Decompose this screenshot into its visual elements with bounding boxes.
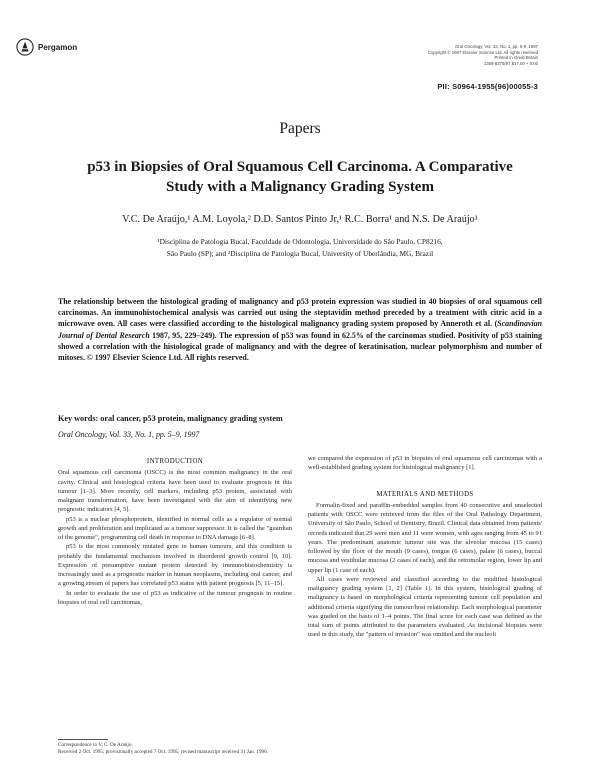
body-paragraph: p53 is the most commonly mutated gene in human tumours, and this condition is probably the fundamental mechanism involved in disordered growth control [9, 10]. Expression of presumptive mutant protein detected by immunohistochemistry is increasingly used as a prognostic marker in human neoplasms, including oral cancer, and a growing stream of papers has correlated p53 status with patient prognosis [5, 11–15]. xyxy=(58,543,292,588)
body-paragraph: Oral squamous cell carcinoma (OSCC) is the most common malignancy in the oral cavity. Clinical and histological criteria have been used to evaluate prognosis in this tumour [1–3]. More recently, cell markers, including p53 protein, associated with malignant transformation, have been investigated with the aim of identifying new prognostic indicators [4, 5]. xyxy=(58,469,292,514)
author-list: V.C. De Araújo,¹ A.M. Loyola,² D.D. Santos Pinto Jr,¹ R.C. Borra¹ and N.S. De Araújo¹ xyxy=(122,214,478,225)
affiliations xyxy=(60,236,540,259)
pubinfo-line: 1368-8375/97 $17.00 + 0.00 xyxy=(483,60,538,66)
body-paragraph: In order to evaluate the use of p53 as indicative of the tumour prognosis in routine biopsies of oral cell carcinomas, xyxy=(58,589,292,606)
publisher-logo xyxy=(16,38,77,56)
affiliation-line: São Paulo (SP); and ²Disciplina de Patologia Bucal, University of Uberlândia, MG, Brazil xyxy=(166,248,434,258)
body-paragraph: Formalin-fixed and paraffin-embedded samples from 40 consecutive and unselected patients with OSCC were retrieved from the files of the Oral Pathology Department, University of São Paulo, School of Dentistry, Brazil. Clinical data obtained from patients' records indicated that 29 were men and 11 were women, with ages ranging from 45 to 91 years. The predominant anatomic tumour site was the alveolar mucosa (15 cases) followed by the floor of the mouth (9 cases), tongue (6 cases), palate (6 cases), buccal mucosa and vestibular mucosa (2 cases of each), and the retromolar region, lower lip and upper lip (1 case of each). xyxy=(308,501,542,574)
abstract-journal-ref: Scandinavian Journal of Dental Research xyxy=(58,319,542,340)
abstract-text: 1987, 95, 229–249). The expression of p53 was found in 62.5% of the carcinomas studied. Positivity of p53 staining showed a correlation with the histological grade of malignancy and with the degree of keratinisation, nuclear polymorphism and number of mitoses. © 1997 Elsevier Science Ltd. All rights reserved. xyxy=(58,330,543,363)
body-paragraph: All cases were reviewed and classified according to the modified histological malignancy grading system [1, 2] (Table 1). In this system, histological grading of malignancy is based on morphological criteria representing tumour cell population and additional criteria signifying the tumour/host relationship. Each morphological parameter was graded on the basis of 1–4 points. The final score for each case was defined as the total sum of points attributed to the parameters evaluated. As incisional biopsies were used in this study, the "pattern of invasion" was omitted and the nucleoli xyxy=(308,575,542,639)
footnote-divider xyxy=(58,739,108,740)
abstract xyxy=(58,296,542,363)
article-title: p53 in Biopsies of Oral Squamous Cell Carcinoma. A Comparative Study with a Malignancy Grading System xyxy=(87,159,513,195)
right-column xyxy=(308,454,542,640)
footnotes xyxy=(58,742,292,755)
introduction-heading: INTRODUCTION xyxy=(146,458,204,465)
keywords: Key words: oral cancer, p53 protein, malignancy grading system xyxy=(58,414,283,423)
pergamon-logo-icon xyxy=(16,38,34,56)
pii-identifier: PII: S0964-1955(96)00055-3 xyxy=(437,82,538,91)
left-column xyxy=(58,454,292,607)
body-paragraph: we compared the expression of p53 in biopsies of oral squamous cell carcinomas with a well-established grading system for histological malignancy [1]. xyxy=(308,455,542,472)
correspondence-note: Correspondence to V. C. De Araújo. xyxy=(58,742,133,748)
publication-info xyxy=(388,44,538,66)
pubinfo-line: Copyright © 1997 Elsevier Science Ltd. All rights reserved xyxy=(427,49,538,55)
pubinfo-line: Printed in Great Britain xyxy=(494,55,538,61)
publisher-name: Pergamon xyxy=(38,42,78,52)
body-paragraph: p53 is a nuclear phosphoprotein, identified in normal cells as a regulator of normal growth and proliferation and implicated as a tumour suppressor. It is called the "guardian of the genome", programming cell death in response to DNA damage [6–8]. xyxy=(58,515,292,541)
received-note: Received 2 Oct. 1995; provisionally accepted 7 Oct. 1995; revised manuscript received 31 Jan. 1996. xyxy=(58,748,269,755)
journal-citation: Oral Oncology, Vol. 33, No. 1, pp. 5–9, 1997 xyxy=(58,430,200,439)
section-heading: Papers xyxy=(279,120,321,137)
pubinfo-line: Oral Oncology, Vol. 33, No. 1, pp. 5-9, 1997 xyxy=(454,44,538,49)
abstract-text: The relationship between the histological grading of malignancy and p53 protein expression was studied in 40 biopsies of oral squamous cell carcinomas. An immunohistochemical analysis was carried out using the steptavidin method preceded by a treatment with citric acid in a microwave oven. All cases were classified according to the histological malignancy grading system proposed by Anneroth et al. ( xyxy=(58,297,542,329)
methods-heading: MATERIALS AND METHODS xyxy=(376,490,474,498)
affiliation-line: ¹Disciplina de Patologia Bucal, Faculdade de Odontologia, Universidade do São Paulo, CP8216, xyxy=(157,237,443,246)
